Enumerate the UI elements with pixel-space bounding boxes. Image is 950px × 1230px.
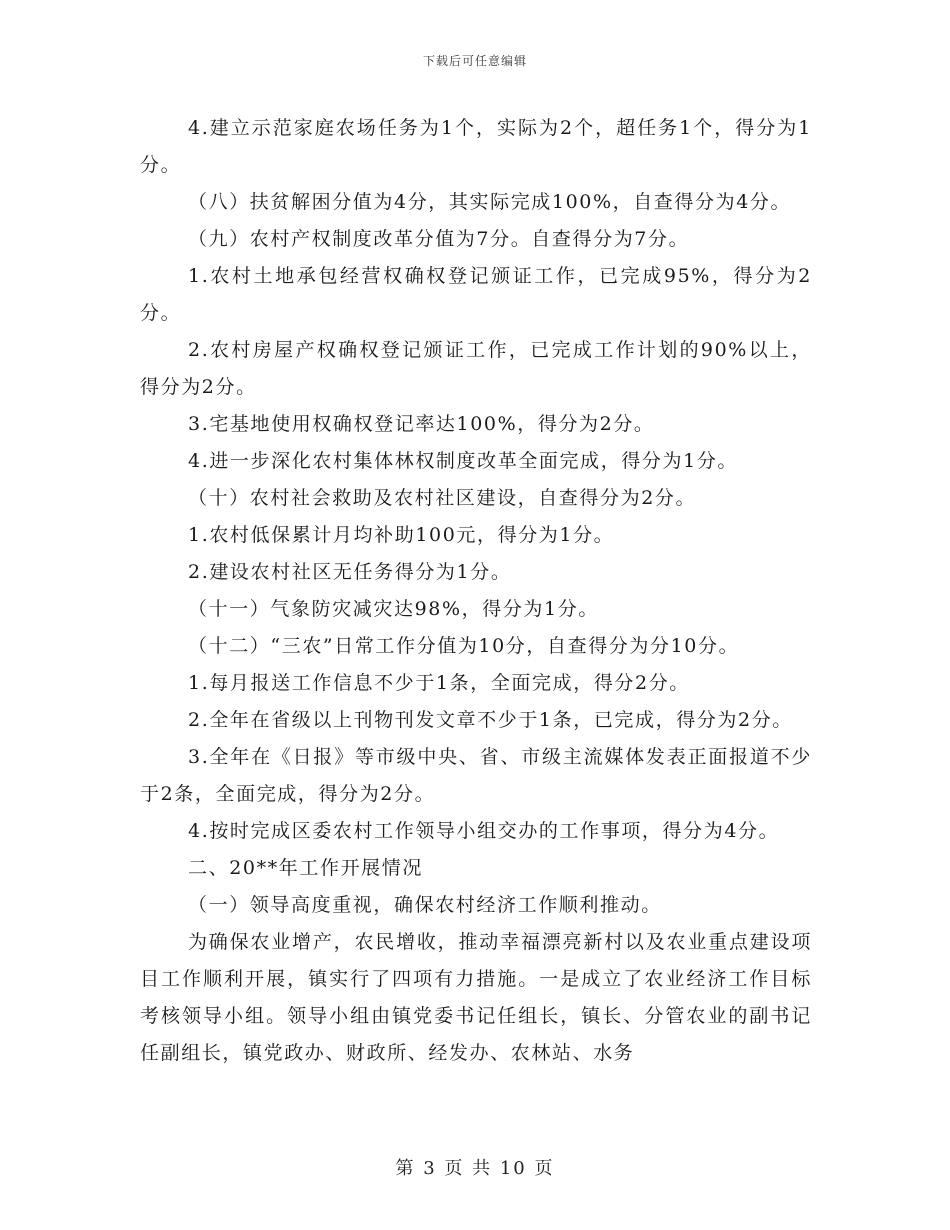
- paragraph: 4.建立示范家庭农场任务为1个，实际为2个，超任务1个，得分为1分。: [140, 117, 812, 176]
- paragraph: （十一）气象防灾减灾达98%，得分为1分。: [188, 598, 599, 620]
- paragraph: 4.进一步深化农村集体林权制度改革全面完成，得分为1分。: [188, 450, 739, 472]
- page-footer: 第 3 页 共 10 页: [395, 1158, 555, 1179]
- paragraph: 1.农村土地承包经营权确权登记颁证工作，已完成95%，得分为2分。: [140, 265, 812, 324]
- paragraph: 1.农村低保累计月均补助100元，得分为1分。: [188, 524, 615, 546]
- paragraph: 为确保农业增产，农民增收，推动幸福漂亮新村以及农业重点建设项目工作顺利开展，镇实行了四项有力措施。一是成立了农业经济工作目标考核领导小组。领导小组由镇党委书记任组长，镇长、分管农业的副书记任副组长，镇党政办、财政所、经发办、农林站、水务: [140, 931, 812, 1064]
- paragraph: 3.宅基地使用权确权登记率达100%，得分为2分。: [188, 413, 655, 435]
- paragraph: 2.建设农村社区无任务得分为1分。: [188, 561, 512, 583]
- paragraph: （八）扶贫解困分值为4分，其实际完成100%，自查得分为4分。: [188, 191, 792, 213]
- paragraph: 2.全年在省级以上刊物刊发文章不少于1条，已完成，得分为2分。: [188, 709, 793, 731]
- paragraph: 4.按时完成区委农村工作领导小组交办的工作事项，得分为4分。: [188, 820, 780, 842]
- paragraph: （十二）“三农”日常工作分值为10分，自查得分为分10分。: [188, 635, 740, 657]
- paragraph: （九）农村产权制度改革分值为7分。自查得分为7分。: [188, 228, 690, 250]
- subsection-heading: （一）领导高度重视，确保农村经济工作顺利推动。: [188, 894, 662, 916]
- document-body: [140, 110, 812, 1072]
- paragraph: （十）农村社会救助及农村社区建设，自查得分为2分。: [188, 487, 697, 509]
- paragraph: 3.全年在《日报》等市级中央、省、市级主流媒体发表正面报道不少于2条，全面完成，得分为2分。: [140, 746, 812, 805]
- section-heading: 二、20**年工作开展情况: [188, 857, 423, 879]
- paragraph: 2.农村房屋产权确权登记颁证工作，已完成工作计划的90%以上，得分为2分。: [140, 339, 812, 398]
- page-header: 下载后可任意编辑: [422, 54, 527, 68]
- paragraph: 1.每月报送工作信息不少于1条，全面完成，得分2分。: [188, 672, 690, 694]
